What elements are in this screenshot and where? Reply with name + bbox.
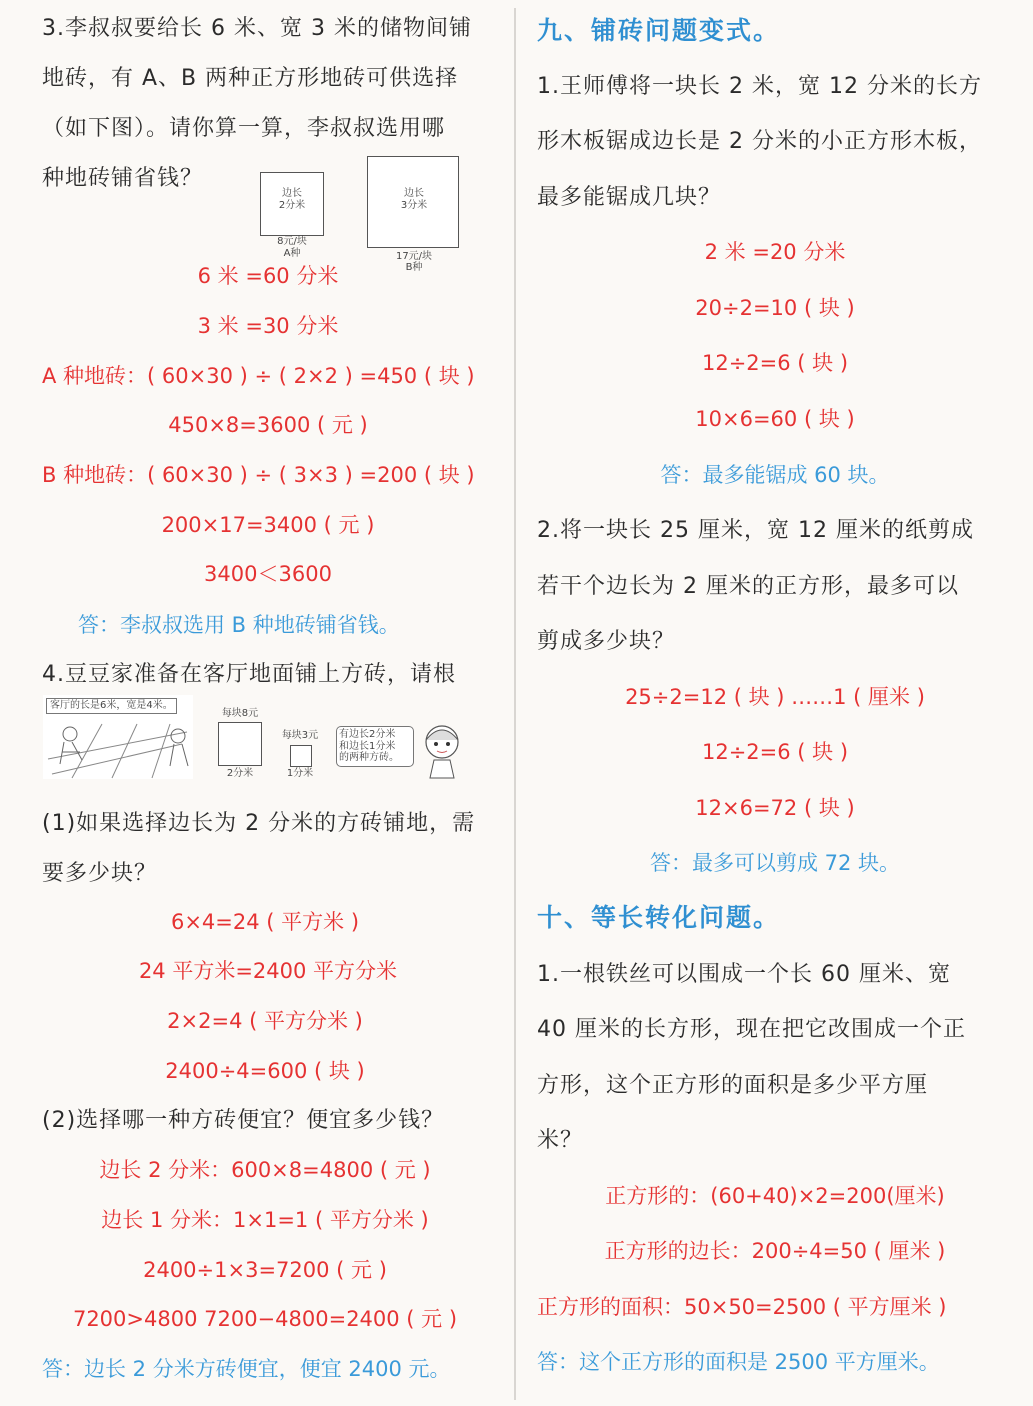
s10-q1-line-1: 1.一根铁丝可以围成一个长 60 厘米、宽 bbox=[537, 962, 951, 987]
s9-q2-line-3: 剪成多少块？ bbox=[537, 629, 676, 654]
q3-line-1: 3.李叔叔要给长 6 米、宽 3 米的储物间铺 bbox=[42, 16, 472, 41]
q3-work-5: B 种地砖：( 60×30 ) ÷ ( 3×3 ) =200 ( 块 ) bbox=[42, 463, 475, 487]
section9-title: 九、铺砖问题变式。 bbox=[537, 16, 781, 45]
q4-work2-1: 边长 2 分米：600×8=4800 ( 元 ) bbox=[99, 1158, 431, 1182]
s9-q1-work-1: 2 米 =20 分米 bbox=[704, 240, 846, 264]
q4-work1-1: 6×4=24 ( 平方米 ) bbox=[170, 910, 360, 934]
s9-q2-work-2: 12÷2=6 ( 块 ) bbox=[701, 740, 849, 764]
s10-q1-work-1: 正方形的：(60+40)×2=200(厘米) bbox=[605, 1184, 945, 1208]
big-tile-price: 每块8元 bbox=[221, 708, 259, 719]
big-tile-square bbox=[218, 722, 262, 766]
q3-answer: 答：李叔叔选用 B 种地砖铺省钱。 bbox=[78, 613, 400, 637]
s9-q2-answer: 答：最多可以剪成 72 块。 bbox=[649, 851, 901, 875]
q3-line-2: 地砖，有 A、B 两种正方形地砖可供选择 bbox=[42, 66, 459, 91]
s10-q1-answer: 答：这个正方形的面积是 2500 平方厘米。 bbox=[537, 1350, 940, 1374]
q4-work2-2: 边长 1 分米：1×1=1 ( 平方分米 ) bbox=[101, 1208, 429, 1232]
q4-work1-2: 24 平方米=2400 平方分米 bbox=[138, 959, 398, 983]
q3-work-3: A 种地砖：( 60×30 ) ÷ ( 2×2 ) =450 ( 块 ) bbox=[42, 364, 475, 388]
q3-line-3: （如下图）。请你算一算，李叔叔选用哪 bbox=[42, 116, 446, 141]
s9-q1-line-2: 形木板锯成边长是 2 分米的小正方形木板， bbox=[537, 129, 982, 154]
q3-work-4: 450×8=3600 ( 元 ) bbox=[168, 413, 368, 437]
q4-part1-line-1: (1)如果选择边长为 2 分米的方砖铺地，需 bbox=[42, 811, 476, 836]
s9-q1-answer: 答：最多能锯成 60 块。 bbox=[660, 463, 890, 487]
q3-work-2: 3 米 =30 分米 bbox=[197, 314, 339, 338]
tile-b-name: B种 bbox=[405, 262, 423, 273]
small-tile-side: 1分米 bbox=[286, 768, 314, 779]
s9-q2-work-3: 12×6=72 ( 块 ) bbox=[695, 796, 855, 820]
s9-q2-line-2: 若干个边长为 2 厘米的正方形，最多可以 bbox=[537, 574, 959, 599]
q3-line-4: 种地砖铺省钱？ bbox=[42, 166, 204, 191]
s9-q1-work-2: 20÷2=10 ( 块 ) bbox=[695, 296, 855, 320]
q4-work2-4: 7200>4800 7200−4800=2400 ( 元 ) bbox=[72, 1307, 458, 1331]
room-size-note: 客厅的长是6米，宽是4米。 bbox=[46, 698, 177, 714]
s10-q1-line-2: 40 厘米的长方形，现在把它改围成一个正 bbox=[537, 1017, 966, 1042]
girl-icon bbox=[418, 720, 468, 780]
s10-q1-line-3: 方形，这个正方形的面积是多少平方厘 bbox=[537, 1073, 929, 1098]
q4-work2-3: 2400÷1×3=7200 ( 元 ) bbox=[143, 1258, 387, 1282]
q3-work-7: 3400＜3600 bbox=[204, 562, 332, 586]
q4-work1-3: 2×2=4 ( 平方分米 ) bbox=[167, 1009, 363, 1033]
speech-bubble: 有边长2分米 和边长1分米 的两种方砖。 bbox=[336, 726, 414, 767]
tile-a-price: 8元/块 bbox=[277, 236, 307, 247]
tile-b-side-label: 边长 3分米 bbox=[400, 188, 428, 211]
s10-q1-line-4: 米？ bbox=[537, 1128, 584, 1153]
small-tile-price: 每块3元 bbox=[281, 730, 319, 741]
q4-line-1: 4.豆豆家准备在客厅地面铺上方砖，请根 bbox=[42, 662, 456, 687]
s9-q1-line-1: 1.王师傅将一块长 2 米，宽 12 分米的长方 bbox=[537, 74, 982, 99]
s9-q1-work-3: 12÷2=6 ( 块 ) bbox=[701, 351, 849, 375]
s10-q1-work-2: 正方形的边长：200÷4=50 ( 厘米 ) bbox=[604, 1239, 946, 1263]
tile-a-name: A种 bbox=[283, 248, 301, 259]
q4-work1-4: 2400÷4=600 ( 块 ) bbox=[165, 1059, 365, 1083]
s9-q1-line-3: 最多能锯成几块？ bbox=[537, 185, 722, 210]
s9-q1-work-4: 10×6=60 ( 块 ) bbox=[695, 407, 855, 431]
q4-part2: (2)选择哪一种方砖便宜？便宜多少钱？ bbox=[42, 1108, 445, 1133]
small-tile-square bbox=[290, 745, 312, 767]
s9-q2-line-1: 2.将一块长 25 厘米，宽 12 厘米的纸剪成 bbox=[537, 518, 974, 543]
s10-q1-work-3: 正方形的面积：50×50=2500 ( 平方厘米 ) bbox=[537, 1295, 947, 1319]
big-tile-side: 2分米 bbox=[226, 768, 254, 779]
tile-b-price: 17元/块 bbox=[395, 251, 433, 262]
q3-work-6: 200×17=3400 ( 元 ) bbox=[161, 513, 375, 537]
section10-title: 十、等长转化问题。 bbox=[537, 903, 781, 932]
s9-q2-work-1: 25÷2=12 ( 块 ) ……1 ( 厘米 ) bbox=[625, 685, 925, 709]
q4-answer: 答：边长 2 分米方砖便宜，便宜 2400 元。 bbox=[42, 1357, 451, 1381]
column-divider bbox=[514, 8, 516, 1400]
q4-part1-line-2: 要多少块？ bbox=[42, 861, 158, 886]
tile-a-side-label: 边长 2分米 bbox=[278, 188, 306, 211]
q3-work-1: 6 米 =60 分米 bbox=[197, 264, 339, 288]
